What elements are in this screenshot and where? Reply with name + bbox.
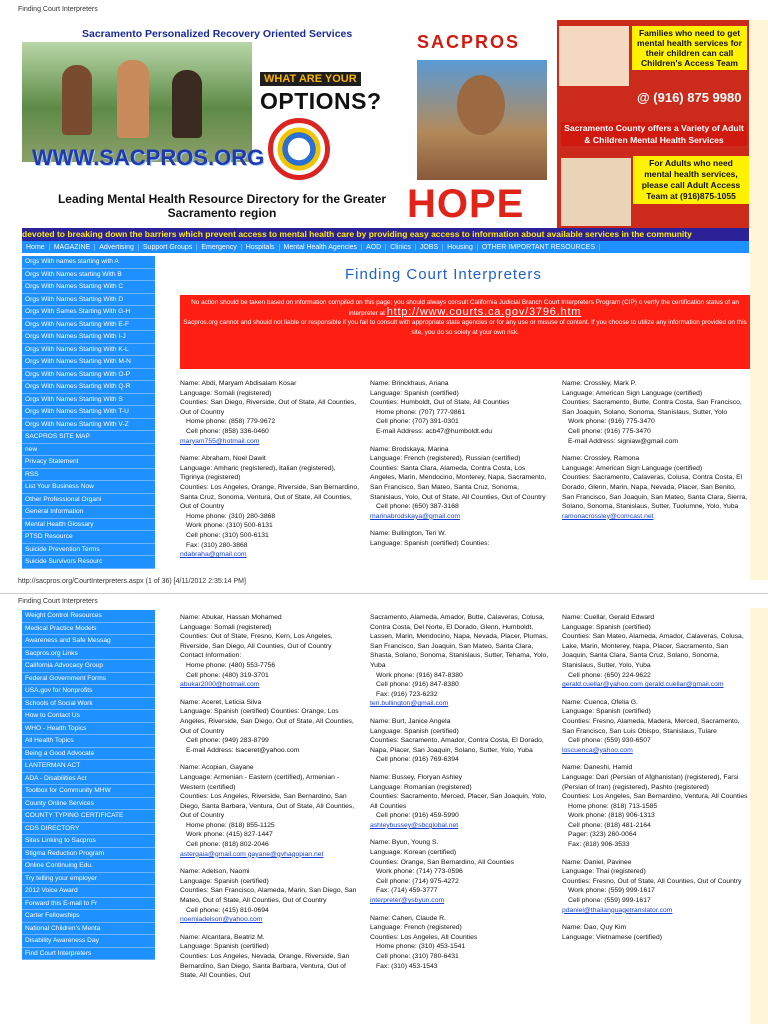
sidebar-link[interactable]: Toolbox for Community MHW: [22, 785, 155, 798]
banner-tagline: devoted to breaking down the barriers which prevent access to mental health care by providing easy access to information about available services in the community: [22, 228, 749, 241]
entry-line: E-mail Address: lsaceret@yahoo.com: [186, 746, 300, 754]
page1-column-3: [562, 379, 748, 529]
sidebar-link[interactable]: Medical Practice Models: [22, 623, 155, 636]
sidebar-link[interactable]: Awareness and Safe Messag: [22, 635, 155, 648]
sidebar-link[interactable]: All Health Topics: [22, 735, 155, 748]
nav-item[interactable]: AOD: [362, 244, 386, 251]
sidebar-link[interactable]: General Information: [22, 506, 155, 519]
page1-right-margin: [750, 20, 768, 580]
sidebar-link[interactable]: Orgs With Names Starting With Q-R: [22, 381, 155, 394]
email-link[interactable]: ashleybussey@sbcglobal.net: [370, 821, 459, 829]
page1-header-title: Finding Court Interpreters: [18, 6, 98, 13]
entry-line: Language: Spanish (certified) Counties: Orange, Los Angeles, Riverside, San Diego, Out of State, All Counties, Out of Country: [180, 708, 354, 735]
sidebar-page1: [22, 256, 155, 569]
entry-line: Counties: Out of State, Fresno, Kern, Los Angeles, Riverside, San Diego, All Counties, Out of Country: [180, 633, 333, 650]
email-link[interactable]: pdaniel@thailanguagetranslator.com: [562, 906, 673, 914]
disclaimer-text-2: Sacpros.org cannot and should not liable or responsible if you fail to consult with appropriate state agencies or for any use or misuse of content. If you choose to utilize any information provided on this site, you do so solely at your own risk.: [183, 319, 747, 336]
entry-line: E-mail Address: signiaw@gmail.com: [568, 437, 679, 445]
sidebar-link[interactable]: Orgs With Sames Starting With G-H: [22, 306, 155, 319]
entry-line: Name: Brodskaya, Marina: [370, 445, 449, 453]
entry-line: Language: Spanish (certified): [180, 943, 269, 951]
interpreter-entry: [180, 867, 360, 925]
entry-line: Name: Cahen, Claude R.: [370, 914, 446, 922]
banner-headline: Leading Mental Health Resource Directory for the Greater Sacramento region: [57, 192, 387, 220]
email-link[interactable]: noemiadelson@yahoo.com: [180, 916, 263, 924]
sidebar-link[interactable]: Orgs With Names Starting With M-N: [22, 356, 155, 369]
email-link[interactable]: marinabrodskaya@gmail.com: [370, 512, 461, 520]
entry-line: Fax: (310) 453-1543: [376, 962, 438, 970]
banner-hope: HOPE: [407, 182, 525, 226]
sidebar-link[interactable]: Being a Good Advocate: [22, 748, 155, 761]
interpreter-entry: [562, 454, 748, 521]
banner-kids-photo: [559, 26, 629, 86]
entry-line: Fax: (916) 723-6232: [376, 690, 438, 698]
entry-line: Name: Daneshi, Hamid: [562, 764, 633, 772]
entry-line: Name: Brinckhaus, Ariana: [370, 380, 449, 387]
entry-line: Cell phone: (916) 769-6394: [376, 756, 459, 764]
interpreter-entry: [370, 529, 550, 548]
page2-column-2: [370, 613, 550, 979]
entry-line: Cell phone: (858) 336-0460: [186, 427, 269, 435]
disclaimer-notice: [180, 295, 750, 369]
entry-line: Home phone: (310) 280-3868: [186, 512, 276, 520]
sidebar-link[interactable]: Weight Control Resources: [22, 610, 155, 623]
interpreter-entry: [180, 454, 360, 560]
nav-item[interactable]: Support Groups: [139, 244, 197, 251]
entry-line: Counties: Sacramento, Merced, Placer, San Joaquin, Yolo, All Counties: [370, 793, 547, 810]
sidebar-link[interactable]: Orgs With Names Starting With O-P: [22, 369, 155, 382]
entry-line: Work phone: (310) 500-6131: [186, 522, 273, 530]
top-nav: [22, 241, 749, 253]
page2-column-1: [180, 613, 360, 989]
entry-line: Home phone: (480) 553-7756: [186, 661, 276, 669]
interpreter-entry: [180, 933, 360, 981]
banner-adults-text: For Adults who need mental health services, please call Adult Access Team at (916)875-1055: [633, 156, 749, 204]
entry-line: Language: Thai (registered): [562, 868, 646, 876]
nav-item[interactable]: Advertising: [95, 244, 139, 251]
entry-line: Counties: Sacramento, Amador, Contra Costa, El Dorado, Napa, Placer, San Joaquin, Solano, Sutter, Yolo, Yuba: [370, 737, 544, 754]
banner-question-2: OPTIONS?: [260, 88, 382, 114]
entry-line: Work phone: (714) 773-0596: [376, 868, 463, 876]
entry-line: Name: Daniel, Pavinee: [562, 858, 632, 866]
sidebar-link[interactable]: Orgs With Names Starting With I-J: [22, 331, 155, 344]
sidebar-link[interactable]: Schools of Social Work: [22, 698, 155, 711]
email-link[interactable]: teri.bullington@gmail.com: [370, 700, 449, 708]
entry-line: Counties: San Francisco, Alameda, Marin, San Diego, San Mateo, Out of State, All Counties, Out of Country: [180, 887, 357, 905]
disclaimer-text-1: No action should be taken based on information compiled on this page; you should always consult California Judicial Branch Court Interpreters Program (CIP) o verify the certification status of an interpreter at: [191, 299, 739, 317]
entry-line: Name: Cuellar, Gerald Edward: [562, 614, 655, 621]
entry-line: Counties: Los Angeles, All Counties: [370, 933, 478, 941]
entry-line: Counties: Sacramento, Butte, Contra Costa, San Francisco, San Joaquin, Solano, Sonoma, Stanislaus, Sutter, Yolo: [562, 399, 742, 416]
entry-line: Work phone: (818) 906-1313: [568, 812, 655, 820]
entry-line: Counties: San Diego, Riverside, Out of State, All Counties, Out of Country: [180, 399, 357, 416]
entry-line: Cell phone: (310) 780-6431: [376, 953, 459, 960]
sidebar-link[interactable]: USA.gov for Nonprofits: [22, 685, 155, 698]
interpreter-entry: [562, 698, 748, 756]
sidebar-link[interactable]: LANTERMAN ACT: [22, 760, 155, 773]
banner: [22, 20, 749, 230]
nav-item[interactable]: Mental Health Agencies: [280, 244, 363, 251]
nav-item[interactable]: Hospitals: [242, 244, 280, 251]
sidebar-link[interactable]: Federal Government Forms: [22, 673, 155, 686]
banner-county-text: Sacramento County offers a Variety of Adult & Children Mental Health Services: [561, 122, 747, 146]
entry-line: Home phone: (707) 777-9861: [376, 408, 466, 416]
email-link[interactable]: interpreter@ysbyun.com: [370, 897, 445, 905]
sidebar-link[interactable]: Suicide Prevention Terms: [22, 544, 155, 557]
banner-families-text: Families who need to get mental health services for their children can call Children's Access Team: [632, 26, 747, 70]
sidebar-link[interactable]: Forward this E-mail to Fr: [22, 898, 155, 911]
banner-adults-photo: [561, 158, 631, 226]
entry-line: Cell phone: (650) 387-3168: [376, 503, 459, 511]
sidebar-link[interactable]: Suicide Survivors Resourc: [22, 556, 155, 569]
entry-line: Name: Crossley, Mark P.: [562, 380, 637, 387]
entry-line: Language: Romanian (registered): [370, 783, 472, 791]
banner-question-1: WHAT ARE YOUR: [260, 72, 361, 86]
page2-right-margin: [750, 608, 768, 1024]
entry-line: Name: Abraham, Noel Dawit: [180, 455, 266, 463]
entry-line: Counties: Sacramento, Calaveras, Colusa, Contra Costa, El Dorado, Glenn, Marin, Napa, Nevada, Placer, San Benito, San Francisco, San Joaquin, San Mateo, Santa Clara, Sierra, Solano, Sonoma, Stanislaus, Sutter, Tuolumne, Yolo, Yuba: [562, 474, 748, 511]
banner-person-icon: [117, 60, 149, 138]
entry-line: Cell phone: (916) 775-3470: [568, 427, 651, 435]
banner-org-name: Sacramento Personalized Recovery Oriented Services: [82, 28, 353, 40]
email-link[interactable]: ndabraha@gmail.com: [180, 551, 247, 559]
entry-line: Counties: Orange, San Bernardino, All Counties: [370, 858, 514, 866]
sidebar-link[interactable]: Orgs With Names Starting With D: [22, 294, 155, 307]
entry-line: Home phone: (858) 779-9672: [186, 418, 276, 426]
interpreter-entry: [562, 379, 748, 446]
email-link[interactable]: abukar2000@hotmail.com: [180, 681, 260, 689]
entry-line: Counties: Los Angeles, Riverside, San Bernardino, San Diego, Santa Barbara, Ventura, Out of State, All Counties, Out of Country: [180, 793, 355, 820]
entry-line: Work phone: (916) 847-8380: [376, 671, 463, 679]
sidebar-link[interactable]: new: [22, 444, 155, 457]
entry-line: Name: Dao, Quy Kim: [562, 924, 627, 932]
entry-line: Fax: (714) 459-3777: [376, 887, 438, 895]
sidebar-link[interactable]: Orgs With Names Starting With V-Z: [22, 419, 155, 432]
entry-line: Counties: Los Angeles, Orange, Riverside, San Bernardino, Santa Cruz, Sonoma, Ventura, Out of State, All Counties, Out of Country: [180, 483, 360, 511]
sidebar-link[interactable]: Orgs With Names Starting With E-F: [22, 319, 155, 332]
entry-line: Name: Byun, Young S.: [370, 839, 439, 847]
entry-line: Language: Spanish (certified): [180, 877, 269, 885]
interpreter-entry: [370, 379, 550, 437]
sidebar-link[interactable]: National Children's Menta: [22, 923, 155, 936]
page1-column-1: [180, 379, 360, 568]
entry-line: Language: Spanish (certified): [562, 708, 651, 716]
sidebar-link[interactable]: How to Contact Us: [22, 710, 155, 723]
sidebar-link[interactable]: SACPROS SITE MAP: [22, 431, 155, 444]
sacpros-logo-icon: [268, 118, 330, 180]
entry-line: Cell phone: (559) 999-1617: [568, 897, 651, 905]
banner-website: WWW.SACPROS.ORG: [32, 145, 265, 170]
sidebar-link[interactable]: Mental Health Glossary: [22, 519, 155, 532]
entry-line: Contact Information:: [180, 652, 242, 660]
interpreter-entry: [370, 445, 550, 522]
entry-line: Cell phone: (818) 802-2046: [186, 841, 269, 849]
entry-line: Cell phone: (650) 224-9622: [568, 671, 651, 679]
sidebar-link[interactable]: Orgs With Names starting With B: [22, 269, 155, 282]
sidebar-link[interactable]: Disability Awareness Day: [22, 935, 155, 948]
sidebar-link[interactable]: Other Professional Organi: [22, 494, 155, 507]
sidebar-link[interactable]: List Your Business Now: [22, 481, 155, 494]
entry-line: Language: Spanish (certified): [562, 623, 651, 631]
entry-line: Cell phone: (310) 500-6131: [186, 531, 269, 539]
entry-line: Language: Amharic (registered), Italian (registered), Tigrinya (registered): [180, 464, 336, 482]
entry-line: Home phone: (818) 855-1125: [186, 821, 275, 829]
banner-middle: [407, 20, 557, 230]
page1-column-2: [370, 379, 550, 557]
sidebar-link[interactable]: California Advocacy Group: [22, 660, 155, 673]
entry-line: Language: Somali (registered): [180, 623, 272, 631]
banner-logo-text: SACPROS: [417, 32, 521, 52]
sidebar-link[interactable]: Privacy Statement: [22, 456, 155, 469]
main-title: Finding Court Interpreters: [345, 266, 542, 283]
entry-line: Counties: Los Angeles, San Bernardino, Ventura, All Counties: [562, 793, 748, 801]
entry-line: Language: American Sign Language (certified): [562, 389, 703, 397]
sidebar-link[interactable]: Find Court Interpreters: [22, 948, 155, 961]
entry-line: Cell phone: (949) 283-8799: [186, 737, 269, 745]
email-link[interactable]: astergaia@gmail.com gayane@gvhagopian.net: [180, 850, 324, 858]
sidebar-link[interactable]: RSS: [22, 469, 155, 482]
entry-line: Pager: (323) 260-0064: [568, 831, 637, 839]
nav-item[interactable]: JOBS: [416, 244, 443, 251]
interpreter-entry: [180, 763, 360, 859]
nav-item[interactable]: Home: [22, 244, 50, 251]
sidebar-link[interactable]: Stigma Reduction Program: [22, 848, 155, 861]
email-link[interactable]: loscuenca@yahoo.com: [562, 746, 633, 754]
page-divider: [0, 593, 768, 594]
entry-line: Name: Burt, Janice Angela: [370, 717, 451, 725]
banner-phone-1: @ (916) 875 9980: [637, 90, 742, 105]
entry-line: Name: Abdi, Maryam Abdisalam Kosar: [180, 380, 297, 387]
sidebar-link[interactable]: County Online Services: [22, 798, 155, 811]
entry-line: Language: French (registered): [370, 924, 462, 932]
nav-item[interactable]: Clinics: [386, 244, 416, 251]
sidebar-link[interactable]: WHO - Health Topics: [22, 723, 155, 736]
entry-line: Cell phone: (916) 847-8380: [376, 681, 459, 689]
entry-line: Cell phone: (818) 481-2164: [568, 821, 651, 829]
entry-line: Name: Alcantara, Beatriz M.: [180, 933, 265, 941]
banner-person-icon: [62, 65, 92, 135]
interpreter-entry: [370, 717, 550, 765]
email-link[interactable]: gerald.cuellar@yahoo.com gerald.cuellar@gmail.com: [562, 681, 724, 689]
entry-line: Work phone: (916) 775-3470: [568, 418, 655, 426]
email-link[interactable]: ramonacrossley@comcast.net: [562, 512, 654, 520]
sidebar-link[interactable]: 2012 Voice Award: [22, 885, 155, 898]
cip-url-link[interactable]: http://www.courts.ca.gov/3796.htm: [386, 305, 582, 318]
sidebar-link[interactable]: CDS DIRECTORY: [22, 823, 155, 836]
interpreter-entry: [370, 773, 550, 831]
sidebar-link[interactable]: ADA - Disabilities Act: [22, 773, 155, 786]
interpreter-entry: [562, 858, 748, 916]
interpreter-entry: [180, 613, 360, 690]
entry-line: Cell phone: (714) 975-4272: [376, 877, 459, 885]
interpreter-entry: [562, 923, 748, 942]
nav-item[interactable]: Emergency: [197, 244, 241, 251]
page1-footer: http://sacpros.org/CourtInterpreters.aspx (1 of 36) [4/11/2012 2:35:14 PM]: [18, 578, 246, 585]
interpreter-entry: [370, 613, 550, 709]
entry-line: Home phone: (818) 713-1585: [568, 802, 658, 810]
interpreter-entry: [562, 613, 748, 690]
entry-line: Name: Bussey, Floryan Ashley: [370, 773, 463, 781]
entry-line: Name: Abukar, Hassan Mohamed: [180, 614, 282, 621]
sidebar-link[interactable]: Sacpros.org Links: [22, 648, 155, 661]
entry-line: E-mail Address: acb47@humboldt.edu: [376, 427, 493, 435]
entry-line: Language: American Sign Language (certified): [562, 464, 703, 472]
entry-line: Name: Bullington, Teri W.: [370, 530, 447, 538]
entry-line: Language: Armenian - Eastern (certified), Armenian - Western (certified): [180, 773, 340, 791]
entry-line: Counties: Fresno, Out of State, All Counties, Out of Country: [562, 877, 742, 885]
entry-line: Cell phone: (559) 930-6507: [568, 737, 651, 745]
entry-line: Cell phone: (415) 810-0694: [186, 906, 269, 914]
entry-line: Language: Korean (certified): [370, 849, 457, 857]
sidebar-link[interactable]: Orgs With Names Starting With S: [22, 394, 155, 407]
entry-line: Cell phone: (480) 319-3701: [186, 671, 269, 679]
entry-line: Cell phone: (707) 391-0301: [376, 418, 459, 426]
entry-line: Home phone: (310) 453-1541: [376, 943, 466, 951]
page2-header-title: Finding Court Interpreters: [18, 598, 98, 605]
interpreter-entry: [370, 914, 550, 972]
sidebar-link[interactable]: Orgs With Names Starting With C: [22, 281, 155, 294]
entry-line: Cell phone: (916) 459-5990: [376, 812, 459, 820]
entry-line: Language: Dari (Persian of Afghanistan) (registered), Farsi (Persian of Iran) (registered), Pashto (registered): [562, 773, 739, 791]
entry-line: Name: Adelson, Naomi: [180, 868, 250, 876]
banner-person-icon: [172, 70, 202, 138]
entry-line: Name: Acopian, Gayane: [180, 764, 254, 772]
entry-line: Sacramento, Alameda, Amador, Butte, Calaveras, Colusa, Contra Costa, Del Norte, El Dorado, Glenn, Humboldt, Lassen, Marin, Mendocino, Napa, Nevada, Placer, Plumas, San Francisco, San Joaquin, San Mateo, Santa Clara, Shasta, Solano, Sonoma, Stanislaus, Sutter, Tehama, Yolo, Yuba: [370, 614, 549, 669]
entry-line: Work phone: (415) 827-1447: [186, 831, 273, 839]
sidebar-link[interactable]: Orgs With Names Starting With T-U: [22, 406, 155, 419]
entry-line: Language: Vietnamese (certified): [562, 933, 663, 941]
sidebar-link[interactable]: Carter Fellowships: [22, 910, 155, 923]
entry-line: Counties: Humboldt, Out of State, All Counties: [370, 399, 510, 407]
entry-line: Language: French (registered), Russian (certified) Counties: Santa Clara, Alameda, Contra Costa, Los Angeles, Marin, Mendocino, Monterey, Napa, Sacramento, San Francisco, San Mateo, Santa Cruz, Sonoma, Stanislaus, Yolo, Out of State, All Counties, Out of Country: [370, 455, 547, 501]
entry-line: Counties: San Mateo, Alameda, Amador, Calaveras, Colusa, Lake, Marin, Monterey, Napa, Placer, Sacramento, San Joaquin, Santa Clara, Santa Cruz, Solano, Sonoma, Stanislaus, Sutter, Yolo, Yuba: [562, 633, 744, 669]
interpreter-entry: [370, 838, 550, 905]
nav-item[interactable]: MAGAZINE: [50, 244, 96, 251]
page2-column-3: [562, 613, 748, 950]
entry-line: Fax: (818) 906-3533: [568, 841, 630, 849]
entry-line: Counties: Los Angeles, Nevada, Orange, Riverside, San Bernardino, San Diego, Santa Barbara, Ventura, Out of State, All Counties, Out: [180, 953, 350, 980]
banner-child-face-icon: [457, 75, 505, 135]
entry-line: Language: Spanish (certified) Counties:: [370, 539, 490, 547]
interpreter-entry: [180, 698, 360, 756]
entry-line: Language: Somali (registered): [180, 389, 272, 397]
sidebar-link[interactable]: Try telling your employer: [22, 873, 155, 886]
sidebar-link[interactable]: Sites Linking to Sacpros: [22, 835, 155, 848]
entry-line: Language: Spanish (certified): [370, 389, 459, 397]
banner-left: [22, 20, 407, 230]
sidebar-link[interactable]: PTSD Resource: [22, 531, 155, 544]
entry-line: Language: Spanish (certified): [370, 727, 459, 735]
sidebar-link[interactable]: COUNTY TYPING CERTIFICATE: [22, 810, 155, 823]
nav-item[interactable]: OTHER IMPORTANT RESOURCES: [478, 244, 600, 251]
entry-line: Counties: Fresno, Alameda, Madera, Merced, Sacramento, San Francisco, San Luis Obispo, Stanislaus, Tulare: [562, 717, 740, 735]
entry-line: Fax: (310) 280-3868: [186, 541, 248, 549]
entry-line: Work phone: (559) 999-1617: [568, 887, 655, 895]
sidebar-link[interactable]: Orgs With names starting with A: [22, 256, 155, 269]
sidebar-link[interactable]: Online Continuing Edu.: [22, 860, 155, 873]
entry-line: Name: Crossley, Ramona: [562, 455, 640, 463]
email-link[interactable]: maryam755@hotmail.com: [180, 437, 260, 445]
entry-line: Name: Aceret, Leticia Silva: [180, 698, 262, 706]
sidebar-link[interactable]: Orgs With Names Starting With K-L: [22, 344, 155, 357]
nav-item[interactable]: Housing: [443, 244, 478, 251]
banner-right: [557, 20, 749, 230]
interpreter-entry: [180, 379, 360, 446]
sidebar-page2: [22, 610, 155, 960]
entry-line: Name: Cuenca, Ofelia G.: [562, 698, 638, 706]
interpreter-entry: [562, 763, 748, 849]
